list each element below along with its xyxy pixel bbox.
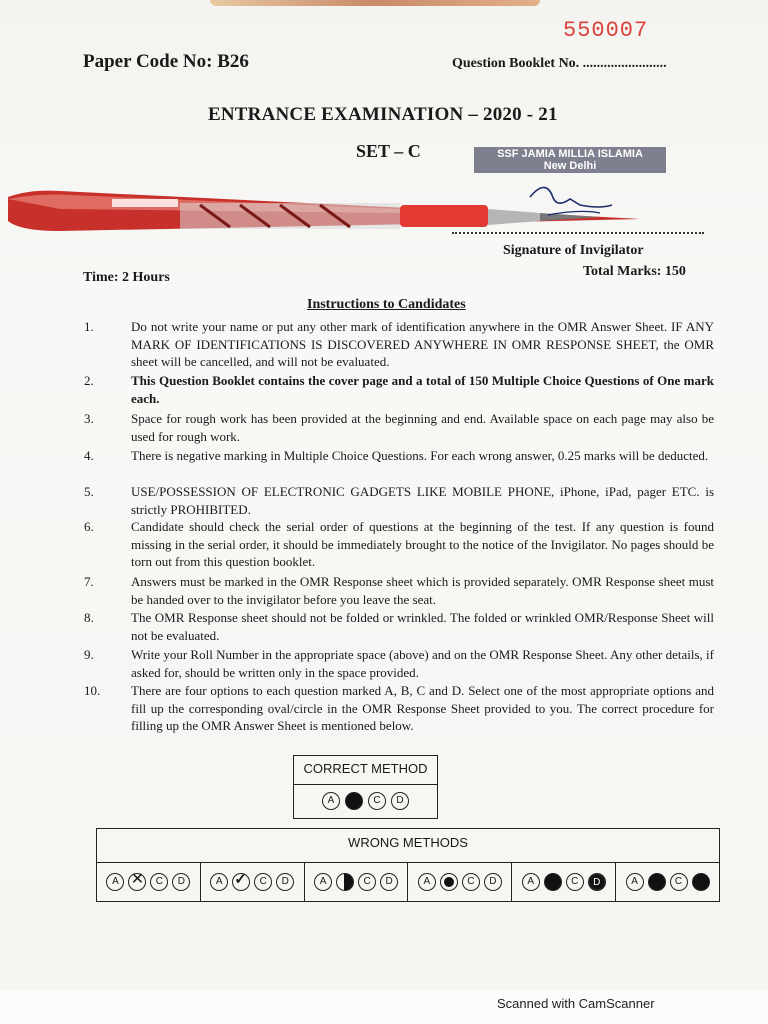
bubble-a: A	[106, 873, 124, 891]
university-stamp	[474, 147, 666, 173]
bubble-b-filled	[648, 873, 666, 891]
bubble-b-dotted	[440, 873, 458, 891]
instruction-item	[84, 518, 714, 571]
instruction-number: 2.	[84, 373, 94, 388]
bubble-c: C	[566, 873, 584, 891]
instruction-item	[84, 682, 714, 735]
instruction-item	[84, 609, 714, 644]
set-label: SET – C	[356, 141, 421, 161]
bubble-c: C	[462, 873, 480, 891]
stamp-line-1: SSF JAMIA MILLIA ISLAMIA	[497, 148, 643, 160]
instruction-text: Candidate should check the serial order of questions at the beginning of the test. If any question is found missing in the serial order, it should be immediately brought to the notice of the Invigilator. No pages should be torn out from this question booklet.	[131, 519, 714, 569]
instruction-text: The OMR Response sheet should not be folded or wrinkled. The folded or wrinkled OMR/Response Sheet will not be evaluated.	[131, 610, 714, 643]
bubble-d: D	[391, 792, 409, 810]
instruction-item	[84, 318, 714, 371]
instruction-number: 4.	[84, 448, 94, 463]
instruction-text: Write your Roll Number in the appropriate space (above) and on the OMR Response Sheet. Any other details, if asked for, should be written only in the space provided.	[131, 647, 714, 680]
instruction-item	[84, 410, 714, 445]
bubble-c: C	[368, 792, 386, 810]
wrong-example-multiple	[616, 863, 719, 901]
bubble-b-crossed	[128, 873, 146, 891]
bubble-a: A	[322, 792, 340, 810]
wrong-example-double	[512, 863, 616, 901]
bubble-d-filled	[692, 873, 710, 891]
instruction-item	[84, 483, 714, 518]
stamp-line-2: New Delhi	[543, 160, 597, 172]
instruction-item	[84, 573, 714, 608]
instruction-number: 9.	[84, 647, 94, 662]
bubble-a: A	[418, 873, 436, 891]
bubble-b-filled	[345, 792, 363, 810]
instruction-text: There are four options to each question marked A, B, C and D. Select one of the most appropriate options and fill up the corresponding oval/circle in the OMR Response Sheet provided to you. The correct procedure for filling up the OMR Answer Sheet is mentioned below.	[131, 683, 714, 733]
bubble-c: C	[254, 873, 272, 891]
instruction-text: Answers must be marked in the OMR Response sheet which is provided separately. OMR Response sheet must be handed over to the invigilator before you leave the seat.	[131, 574, 714, 607]
bubble-d: D	[484, 873, 502, 891]
bubble-c: C	[670, 873, 688, 891]
instruction-item	[84, 447, 714, 465]
red-pen-image	[0, 175, 720, 245]
signature-line	[452, 232, 704, 234]
bubble-c: C	[150, 873, 168, 891]
instruction-number: 6.	[84, 519, 94, 534]
instructions-heading: Instructions to Candidates	[307, 297, 466, 312]
wrong-methods-row	[97, 863, 719, 901]
instruction-number: 1.	[84, 319, 94, 334]
bubble-a: A	[210, 873, 228, 891]
bubble-d: D	[276, 873, 294, 891]
instruction-item	[84, 372, 714, 407]
paper-code: Paper Code No: B26	[83, 51, 249, 72]
camscanner-watermark: Scanned with CamScanner	[497, 996, 655, 1011]
wrong-methods-label: WRONG METHODS	[97, 829, 719, 863]
time-label: Time: 2 Hours	[83, 270, 170, 285]
instruction-item	[84, 646, 714, 681]
wrong-methods-box	[96, 828, 720, 902]
signature-label: Signature of Invigilator	[503, 243, 644, 258]
instruction-number: 8.	[84, 610, 94, 625]
bubble-b-half-filled	[336, 873, 354, 891]
instruction-text: There is negative marking in Multiple Choice Questions. For each wrong answer, 0.25 marks will be deducted.	[131, 448, 709, 463]
bubble-a: A	[626, 873, 644, 891]
correct-method-bubbles	[294, 785, 437, 817]
instruction-text: This Question Booklet contains the cover page and a total of 150 Multiple Choice Questions of One mark each.	[131, 373, 714, 406]
correct-method-box	[293, 755, 438, 819]
bubble-d: D	[380, 873, 398, 891]
bubble-a: A	[314, 873, 332, 891]
bubble-b-filled	[544, 873, 562, 891]
instruction-number: 5.	[84, 484, 94, 499]
instruction-text: USE/POSSESSION OF ELECTRONIC GADGETS LIKE MOBILE PHONE, iPhone, iPad, pager ETC. is strictly PROHIBITED.	[131, 484, 714, 517]
bubble-c: C	[358, 873, 376, 891]
wrong-example-dot	[408, 863, 512, 901]
serial-number: 550007	[563, 18, 649, 43]
instruction-number: 10.	[84, 683, 101, 698]
bubble-a: A	[522, 873, 540, 891]
correct-method-label: CORRECT METHOD	[294, 756, 437, 785]
instruction-text: Do not write your name or put any other mark of identification anywhere in the OMR Answer Sheet. IF ANY MARK OF IDENTIFICATIONS IS DISCOVERED ANYWHERE IN OMR RESPONSE SHEET, the OMR sheet will be cancelled, and will not be evaluated.	[131, 319, 714, 369]
total-marks: Total Marks: 150	[583, 264, 686, 279]
bubble-d: D	[172, 873, 190, 891]
instruction-number: 3.	[84, 411, 94, 426]
exam-title: ENTRANCE EXAMINATION – 2020 - 21	[208, 104, 558, 125]
instruction-text: Space for rough work has been provided at the beginning and end. Available space on each page may also be used for rough work.	[131, 411, 714, 444]
instruction-number: 7.	[84, 574, 94, 589]
wrong-example-half	[305, 863, 409, 901]
top-strip	[210, 0, 540, 6]
wrong-example-tick	[201, 863, 305, 901]
booklet-number-label: Question Booklet No. ........................	[452, 56, 667, 71]
bubble-d-filled: D	[588, 873, 606, 891]
bubble-b-ticked	[232, 873, 250, 891]
wrong-example-cross	[97, 863, 201, 901]
